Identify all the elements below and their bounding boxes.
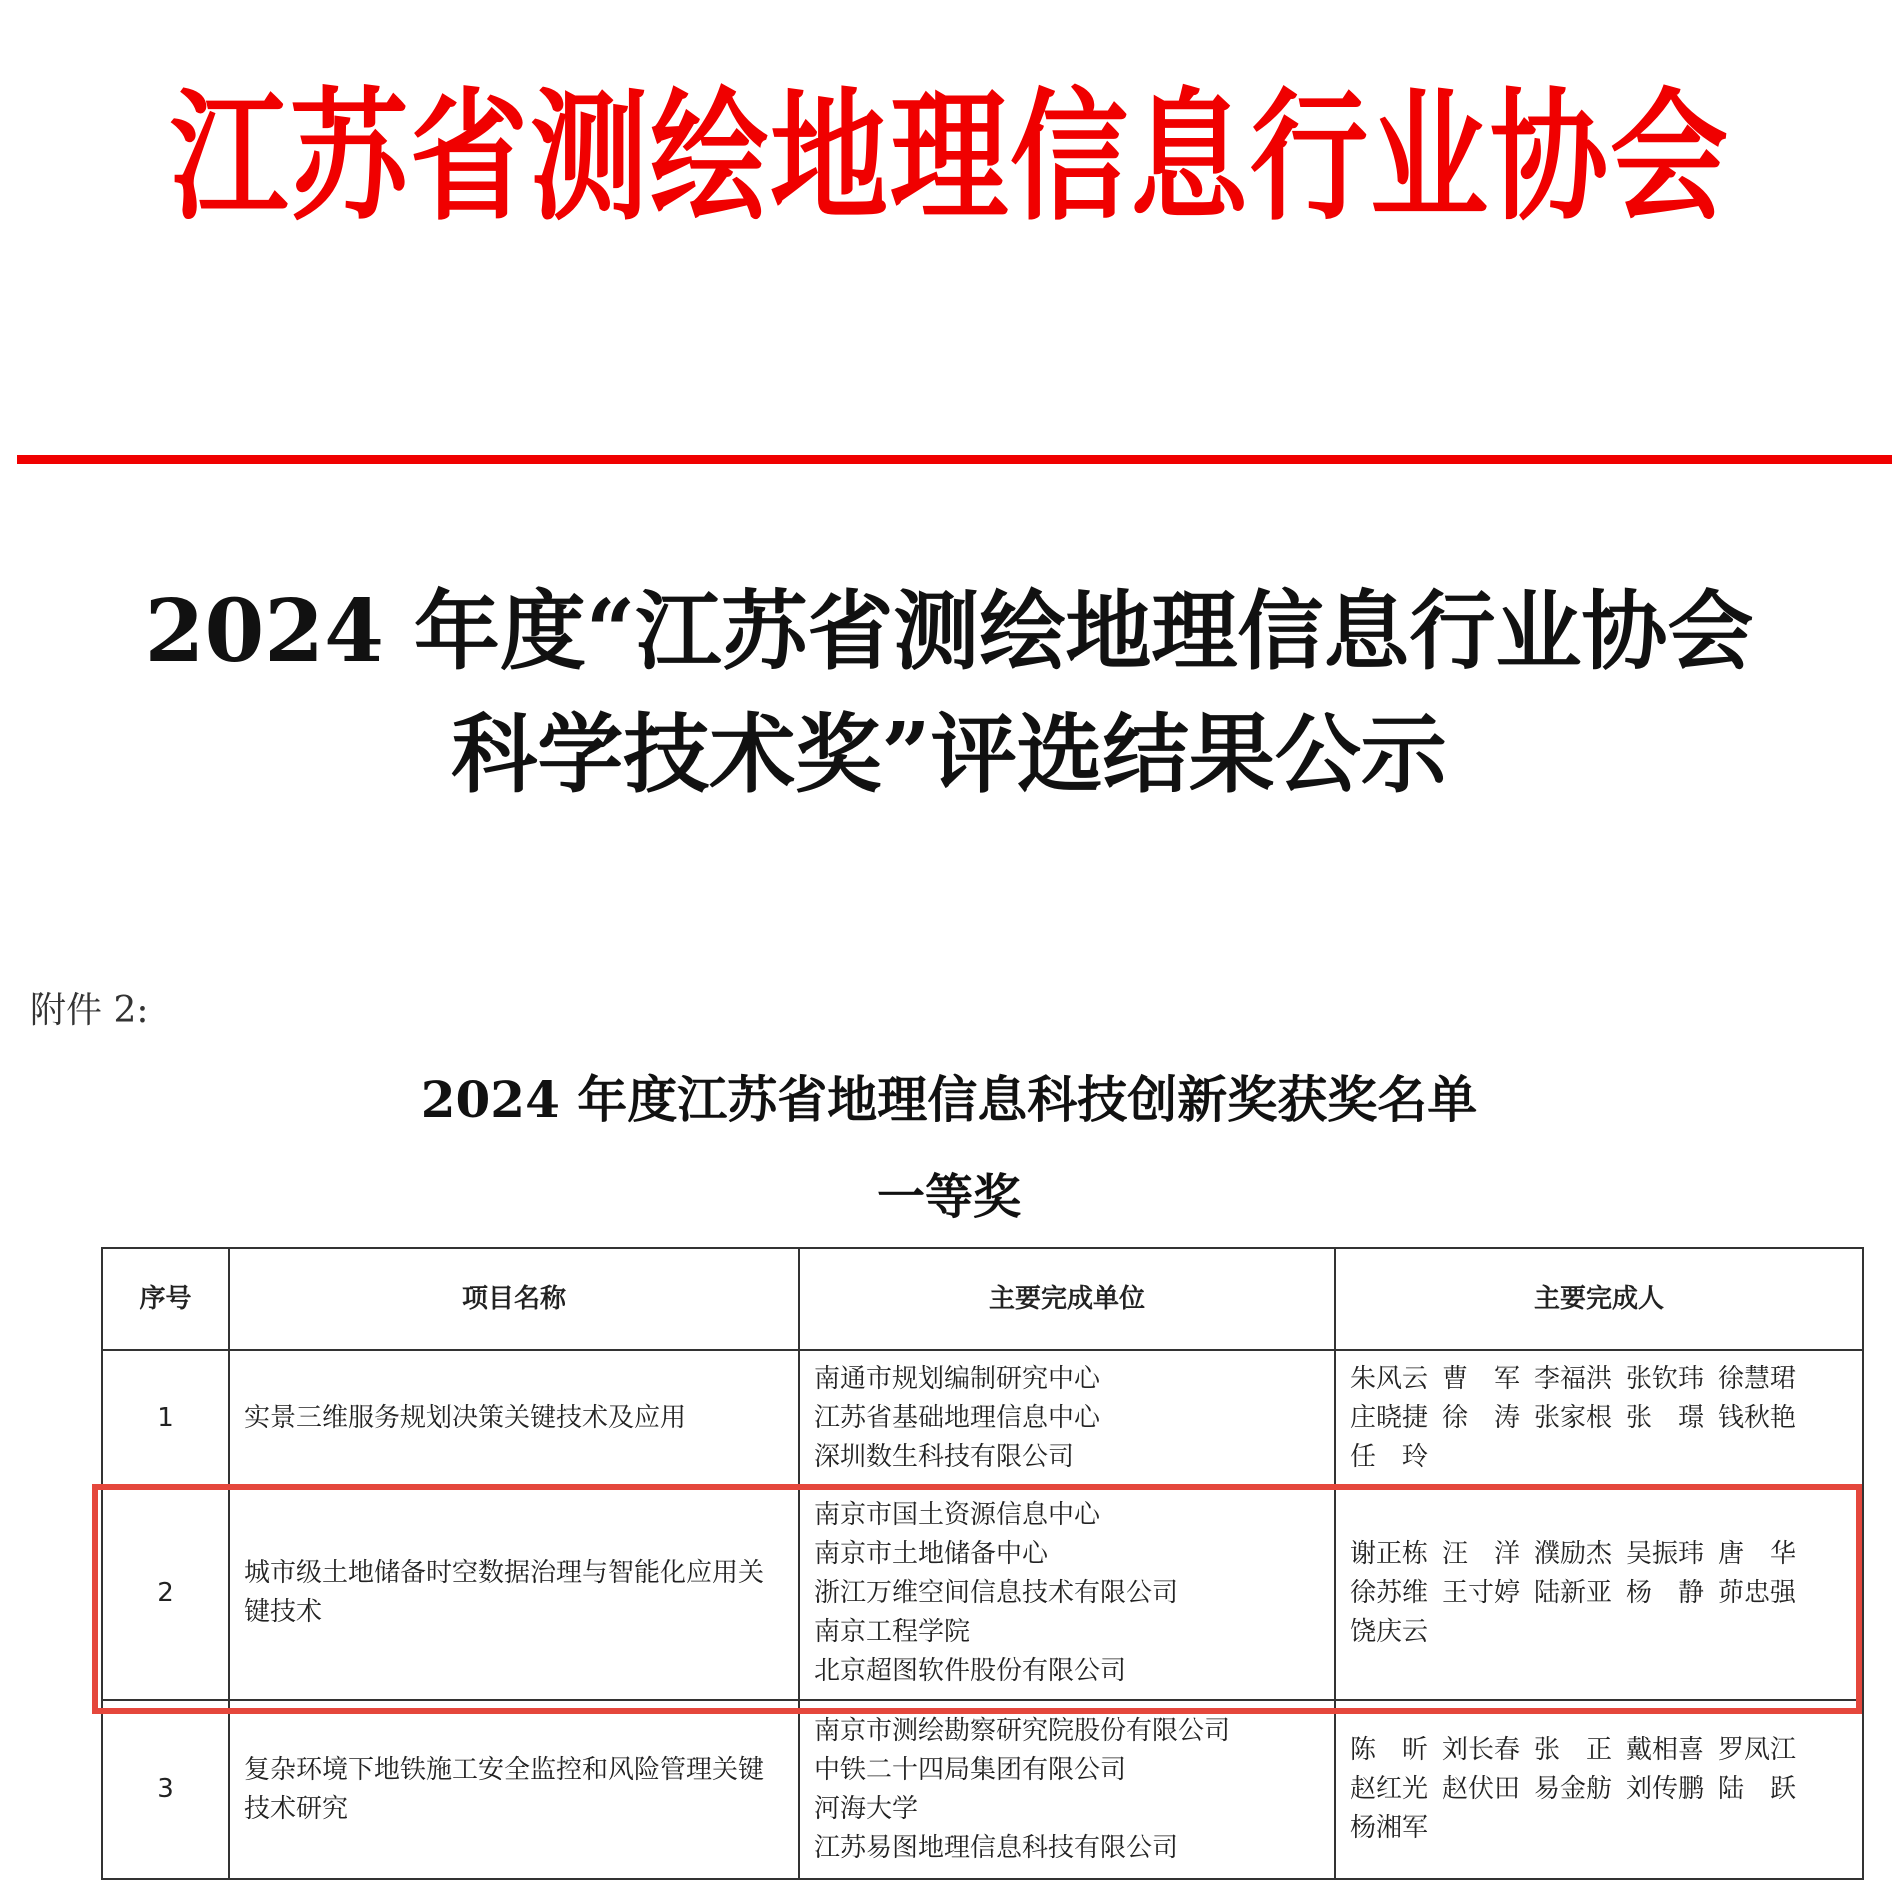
cell-orgs [799,1350,1335,1486]
person-name: 汪洋 [1442,1538,1520,1569]
table-row [102,1700,1863,1879]
person-name: 张正 [1534,1735,1612,1765]
person-name: 张家根 [1534,1402,1613,1433]
people-list [1350,1535,1848,1652]
people-list [1350,1731,1848,1848]
org-item: 南京市测绘勘察研究院股份有限公司 [814,1715,1231,1746]
attachment-label: 附件 2: [30,990,149,1031]
person-name: 刘传鹏 [1626,1774,1705,1804]
person-name: 杨静 [1626,1577,1704,1608]
cell-people [1335,1486,1863,1700]
org-item: 北京超图软件股份有限公司 [814,1655,1127,1686]
person-name: 陆新亚 [1534,1577,1613,1608]
cell-no: 3 [102,1700,229,1879]
people-list [1350,1360,1848,1477]
org-item: 南京市国土资源信息中心 [814,1499,1101,1530]
org-item: 南京工程学院 [814,1616,971,1647]
cell-orgs [799,1700,1335,1879]
person-name: 钱秋艳 [1718,1402,1797,1433]
person-name: 唐华 [1718,1538,1796,1569]
org-item: 南通市规划编制研究中心 [814,1363,1101,1394]
person-name: 李福洪 [1534,1363,1613,1394]
org-item: 江苏易图地理信息科技有限公司 [814,1832,1179,1863]
red-divider [17,455,1892,464]
award-table [101,1247,1864,1880]
person-name: 赵红光 [1350,1774,1429,1804]
cell-orgs [799,1486,1335,1700]
person-name: 濮励杰 [1534,1538,1613,1569]
person-name: 曹军 [1442,1363,1520,1394]
person-name: 任玲 [1350,1441,1428,1472]
header-project: 项目名称 [229,1248,799,1350]
table-row [102,1486,1863,1700]
person-name: 刘长春 [1442,1735,1521,1765]
cell-people [1335,1700,1863,1879]
person-name: 张钦玮 [1626,1363,1705,1394]
person-name: 徐慧珺 [1718,1363,1797,1394]
org-item: 深圳数生科技有限公司 [814,1441,1075,1472]
person-name: 茆忠强 [1718,1577,1797,1608]
cell-people [1335,1350,1863,1486]
person-name: 王寸婷 [1442,1577,1521,1608]
cell-project: 城市级土地储备时空数据治理与智能化应用关键技术 [229,1486,799,1700]
header-people: 主要完成人 [1335,1248,1863,1350]
cell-project: 复杂环境下地铁施工安全监控和风险管理关键技术研究 [229,1700,799,1879]
person-name: 饶庆云 [1350,1616,1429,1647]
org-item: 江苏省基础地理信息中心 [814,1402,1101,1433]
person-name: 陈昕 [1350,1735,1428,1765]
person-name: 朱风云 [1350,1363,1429,1394]
notice-title-line2: 科学技术奖”评选结果公示 [451,704,1447,805]
person-name: 赵伏田 [1442,1774,1521,1804]
header-orgs: 主要完成单位 [799,1248,1335,1350]
person-name: 庄晓捷 [1350,1402,1429,1433]
cell-no: 2 [102,1486,229,1700]
cell-project: 实景三维服务规划决策关键技术及应用 [229,1350,799,1486]
cell-no: 1 [102,1350,229,1486]
table-header-row [102,1248,1863,1350]
person-name: 徐苏维 [1350,1577,1429,1608]
org-item: 浙江万维空间信息技术有限公司 [814,1577,1179,1608]
person-name: 陆跃 [1718,1774,1796,1804]
grade-title: 一等奖 [876,1169,1021,1225]
masthead-title: 江苏省测绘地理信息行业协会 [169,72,1730,240]
person-name: 张璟 [1626,1402,1704,1433]
org-item: 河海大学 [814,1793,919,1824]
notice-title-line1: 2024 年度“江苏省测绘地理信息行业协会 [144,581,1754,682]
table-row [102,1350,1863,1486]
org-item: 中铁二十四局集团有限公司 [814,1754,1127,1785]
person-name: 谢正栋 [1350,1538,1429,1569]
org-item: 南京市土地储备中心 [814,1538,1049,1569]
person-name: 戴相喜 [1626,1735,1705,1765]
person-name: 吴振玮 [1626,1538,1705,1569]
person-name: 罗凤江 [1718,1735,1797,1765]
header-no: 序号 [102,1248,229,1350]
list-title: 2024 年度江苏省地理信息科技创新奖获奖名单 [420,1070,1478,1129]
person-name: 徐涛 [1442,1402,1520,1433]
person-name: 杨湘军 [1350,1813,1429,1843]
person-name: 易金舫 [1534,1774,1613,1804]
